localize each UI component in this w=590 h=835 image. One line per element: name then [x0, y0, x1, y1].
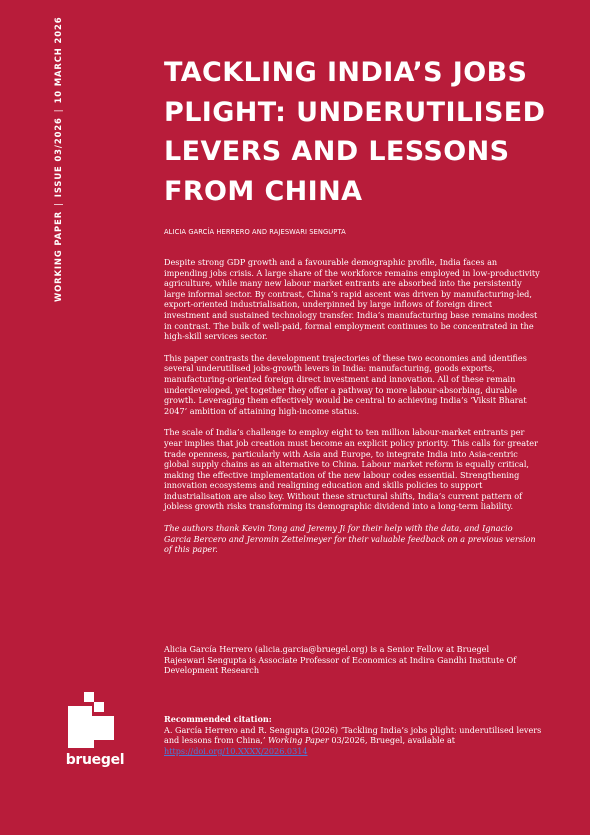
authors: ALICIA GARCÍA HERRERO AND RAJESWARI SENGUPTA	[164, 228, 346, 236]
logo-square	[68, 706, 92, 730]
citation-series: Working Paper	[268, 735, 329, 746]
abstract	[164, 257, 540, 555]
affiliation-line: Alicia García Herrero (alicia.garcia@bruegel.org) is a Senior Fellow at Bruegel	[164, 644, 490, 654]
affiliation-line: Rajeswari Sengupta is Associate Professor of Economics at Indira Gandhi Institute Of Development Research	[164, 654, 517, 676]
citation-text	[164, 725, 544, 757]
separator: |	[53, 202, 63, 206]
author-affiliations	[164, 644, 544, 676]
paper-title: TACKLING INDIA’S JOBS PLIGHT: UNDERUTILISED LEVERS AND LESSONS FROM CHINA	[164, 57, 546, 207]
bruegel-logo	[64, 692, 126, 772]
citation-label: Recommended citation:	[164, 714, 272, 724]
issue-date: 10 MARCH 2026	[53, 16, 63, 104]
logo-square	[84, 692, 94, 702]
paper-type: WORKING PAPER	[53, 210, 63, 302]
logo-square	[94, 702, 104, 712]
separator: |	[53, 108, 63, 113]
citation-text-before: A. García Herrero and R. Sengupta (2026) ‘Tackling India’s jobs plight: underutilised levers and lessons from China,’	[164, 724, 542, 746]
side-label	[52, 17, 64, 302]
recommended-citation	[164, 714, 544, 756]
acknowledgements: The authors thank Kevin Tong and Jeremy Ji for their help with the data, and Ignacio Garcia Bercero and Jeromin Zettelmeyer for their valuable feedback on a previous version of this paper.	[164, 523, 536, 555]
logo-square	[68, 728, 94, 748]
logo-wordmark: bruegel	[65, 752, 125, 768]
issue-number: ISSUE 03/2026	[53, 117, 63, 198]
citation-text-after: 03/2026, Bruegel, available at	[328, 735, 456, 746]
abstract-paragraph: This paper contrasts the development trajectories of these two economies and identifies several underutilised jobs-growth levers in India: manufacturing, goods exports, manufacturing-oriented foreign direct investment and innovation. All of these remain underdeveloped, yet together they offer a pathway to more labour-absorbing, durable growth. Leveraging them effectively would be central to achieving India’s ‘Viksit Bharat 2047’ ambition of attaining high-income status.	[164, 352, 527, 416]
abstract-paragraph: Despite strong GDP growth and a favourable demographic profile, India faces an impending jobs crisis. A large share of the workforce remains employed in low-productivity agriculture, while many new labour market entrants are absorbed into the persistently large informal sector. By contrast, China’s rapid ascent was driven by manufacturing-led, export-oriented industrialisation, underpinned by large inflows of foreign direct investment and sustained technology transfer. India’s manufacturing base remains modest in contrast. The bulk of well-paid, formal employment continues to be concentrated in the high-skill services sector.	[164, 257, 540, 342]
abstract-paragraph: The scale of India’s challenge to employ eight to ten million labour-market entrants per year implies that job creation must become an explicit policy priority. This calls for greater trade openness, particularly with Asia and Europe, to integrate India into Asia-centric global supply chains as an alternative to China. Labour market reform is equally critical, making the effective implementation of the new labour codes essential. Strengthening innovation ecosystems and realigning education and skills policies to support industrialisation are also key. Without these structural shifts, India’s current pattern of jobless growth risks transforming its demographic dividend into a long-term liability.	[164, 427, 538, 512]
citation-link[interactable]: https://doi.org/10.XXXX/2026.0314	[164, 745, 308, 756]
